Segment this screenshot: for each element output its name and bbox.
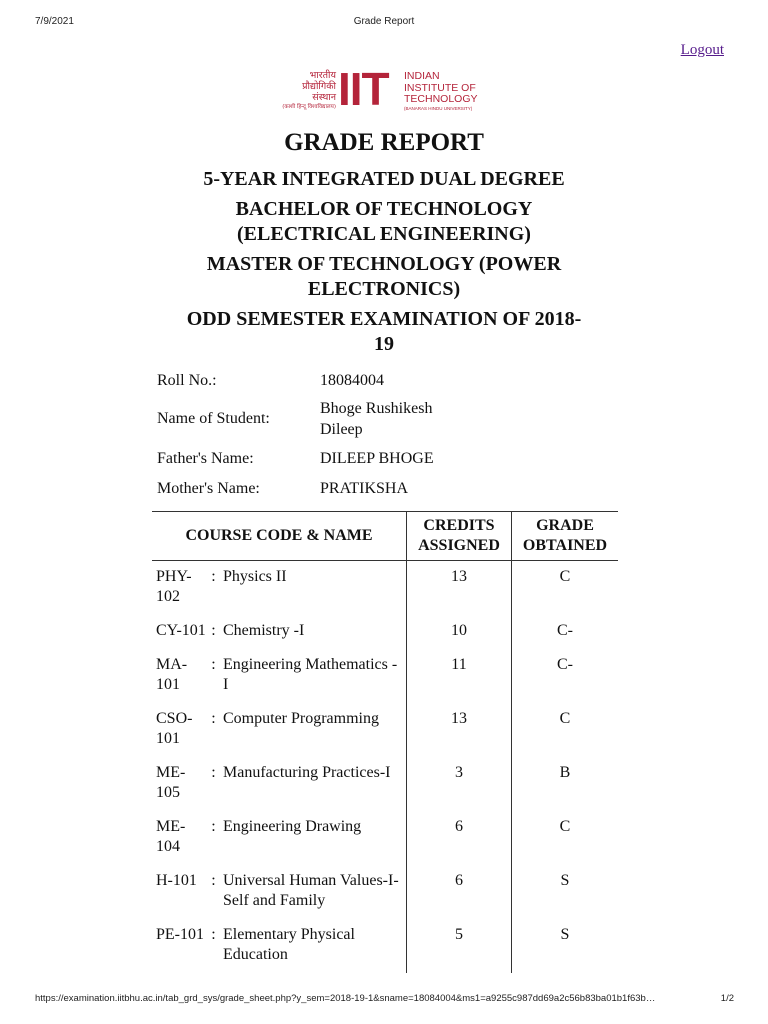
- credits-header: CREDITS ASSIGNED: [407, 512, 512, 561]
- logo-english-text: INDIAN INSTITUTE OF TECHNOLOGY (BANARAS HINDU UNIVERSITY): [404, 70, 478, 111]
- course-name: Computer Programming: [221, 703, 407, 757]
- separator: :: [211, 622, 216, 639]
- separator: :: [211, 568, 216, 585]
- print-page-title: Grade Report: [353, 16, 415, 27]
- course-code: ME-104: [156, 818, 186, 855]
- exam-line1: ODD SEMESTER EXAMINATION OF 2018-: [186, 308, 582, 330]
- roll-number-label: Roll No.:: [157, 372, 217, 389]
- logo-hindi-text: भारतीय प्रौद्योगिकी संस्थान (काशी हिन्दू विश्वविद्यालय): [282, 70, 336, 110]
- iit-bhu-logo: [274, 63, 484, 116]
- student-name-value: Bhoge Rushikesh Dileep: [320, 400, 433, 438]
- logo-mark: IIT: [338, 63, 389, 115]
- report-title: GRADE REPORT: [284, 129, 484, 156]
- grade-value: S: [560, 926, 570, 943]
- course-code: MA-101: [156, 656, 188, 693]
- print-url: https://examination.iitbhu.ac.in/tab_grd_sys/grade_sheet.php?y_sem=2018-19-1&sname=18084004&ms1=a9255c987dd69a2c56b83ba01b1f63b…: [35, 993, 656, 1004]
- grade-value: C-: [557, 656, 573, 673]
- credits-value: 5: [407, 919, 512, 973]
- course-code: ME-105: [156, 764, 186, 801]
- table-row: [152, 615, 618, 649]
- grade-value: B: [559, 764, 571, 781]
- father-name-label: Father's Name:: [157, 450, 254, 467]
- separator: :: [211, 818, 216, 835]
- grades-table: [152, 511, 618, 973]
- credits-value: 6: [407, 865, 512, 919]
- print-date: 7/9/2021: [35, 16, 74, 27]
- credits-value: 10: [407, 615, 512, 649]
- credits-value: 11: [407, 649, 512, 703]
- logout-link[interactable]: Logout: [680, 42, 724, 58]
- course-name: Elementary Physical Education: [221, 919, 407, 973]
- separator: :: [211, 872, 216, 889]
- table-row: [152, 919, 618, 973]
- table-row: [152, 811, 618, 865]
- course-name: Physics II: [221, 561, 407, 616]
- course-header: COURSE CODE & NAME: [152, 512, 407, 561]
- degree2-line2: ELECTRONICS): [307, 278, 461, 300]
- grade-value: C-: [557, 622, 573, 639]
- grade-value: C: [559, 568, 571, 585]
- course-name: Universal Human Values-I- Self and Family: [221, 865, 407, 919]
- grade-header: GRADE OBTAINED: [512, 512, 619, 561]
- course-name: Chemistry -I: [221, 615, 407, 649]
- grade-value: C: [559, 710, 571, 727]
- degree1-line1: BACHELOR OF TECHNOLOGY: [235, 198, 533, 220]
- print-page-number: 1/2: [720, 993, 734, 1004]
- course-code: H-101: [156, 872, 197, 889]
- table-header-row: [152, 512, 618, 561]
- grade-value: C: [559, 818, 571, 835]
- course-code: PE-101: [156, 926, 204, 943]
- degree1-line2: (ELECTRICAL ENGINEERING): [237, 223, 531, 245]
- grade-value: S: [560, 872, 570, 889]
- course-name: Manufacturing Practices-I: [221, 757, 407, 811]
- program-name: 5-YEAR INTEGRATED DUAL DEGREE: [203, 168, 565, 190]
- mother-name-value: PRATIKSHA: [320, 480, 409, 497]
- course-name: Engineering Mathematics - I: [221, 649, 407, 703]
- table-row: [152, 703, 618, 757]
- credits-value: 13: [407, 703, 512, 757]
- degree2-line1: MASTER OF TECHNOLOGY (POWER: [206, 253, 562, 275]
- father-name-value: DILEEP BHOGE: [320, 450, 434, 467]
- roll-number-value: 18084004: [320, 372, 384, 389]
- course-name: Engineering Drawing: [221, 811, 407, 865]
- separator: :: [211, 764, 216, 781]
- course-code: PHY-102: [156, 568, 192, 605]
- separator: :: [211, 710, 216, 727]
- credits-value: 6: [407, 811, 512, 865]
- separator: :: [211, 656, 216, 673]
- table-row: [152, 649, 618, 703]
- course-code: CY-101: [156, 622, 206, 639]
- separator: :: [211, 926, 216, 943]
- credits-value: 3: [407, 757, 512, 811]
- mother-name-label: Mother's Name:: [157, 480, 260, 497]
- credits-value: 13: [407, 561, 512, 616]
- course-code: CSO-101: [156, 710, 193, 747]
- exam-line2: 19: [374, 333, 394, 355]
- student-name-label: Name of Student:: [157, 410, 270, 427]
- table-row: [152, 561, 618, 616]
- table-row: [152, 865, 618, 919]
- table-row: [152, 757, 618, 811]
